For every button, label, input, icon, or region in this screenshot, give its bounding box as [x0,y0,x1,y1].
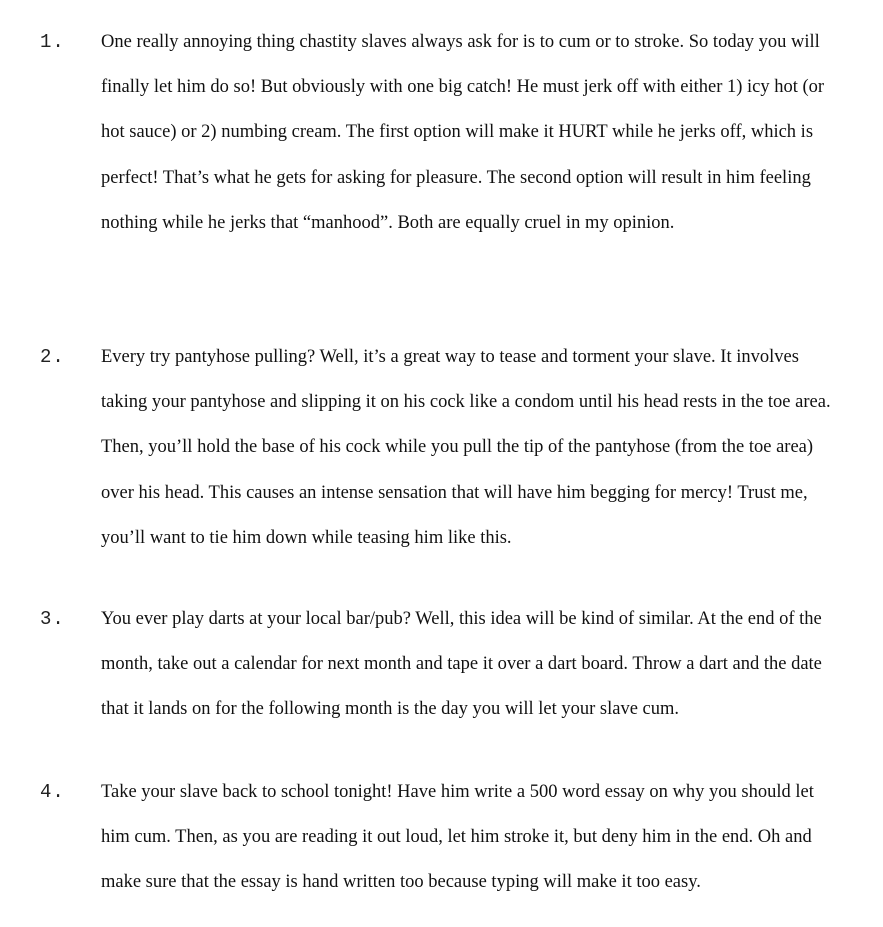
list-item-number: 2. [40,346,65,368]
list-item-text: You ever play darts at your local bar/pub? Well, this idea will be kind of similar. At the end of the month, take out a calendar for next month and tape it over a dart board. Throw a dart and the date that it lands on for the following month is the day you will let your slave cum. [101,609,822,720]
list-item-number: 1. [40,31,65,53]
list-item-text: Take your slave back to school tonight! Have him write a 500 word essay on why you should let him cum. Then, as you are reading it out loud, let him stroke it, but deny him in the end. Oh and make sure that the essay is hand written too because typing will make it too easy. [101,782,814,893]
list-item-number: 4. [40,781,65,803]
list-item-number: 3. [40,608,65,630]
list-item-text: Every try pantyhose pulling? Well, it’s a great way to tease and torment your slave. It involves taking your pantyhose and slipping it on his cock like a condom until his head rests in the toe area. Then, you’ll hold the base of his cock while you pull the tip of the pantyhose (from the toe area) over his head. This causes an intense sensation that will have him begging for mercy! Trust me, you’ll want to tie him down while teasing him like this. [101,347,831,548]
list-item-text: One really annoying thing chastity slaves always ask for is to cum or to stroke. So today you will finally let him do so! But obviously with one big catch! He must jerk off with either 1) icy hot (or hot sauce) or 2) numbing cream. The first option will make it HURT while he jerks off, which is perfect! That’s what he gets for asking for pleasure. The second option will result in him feeling nothing while he jerks that “manhood”. Both are equally cruel in my opinion. [101,32,825,233]
